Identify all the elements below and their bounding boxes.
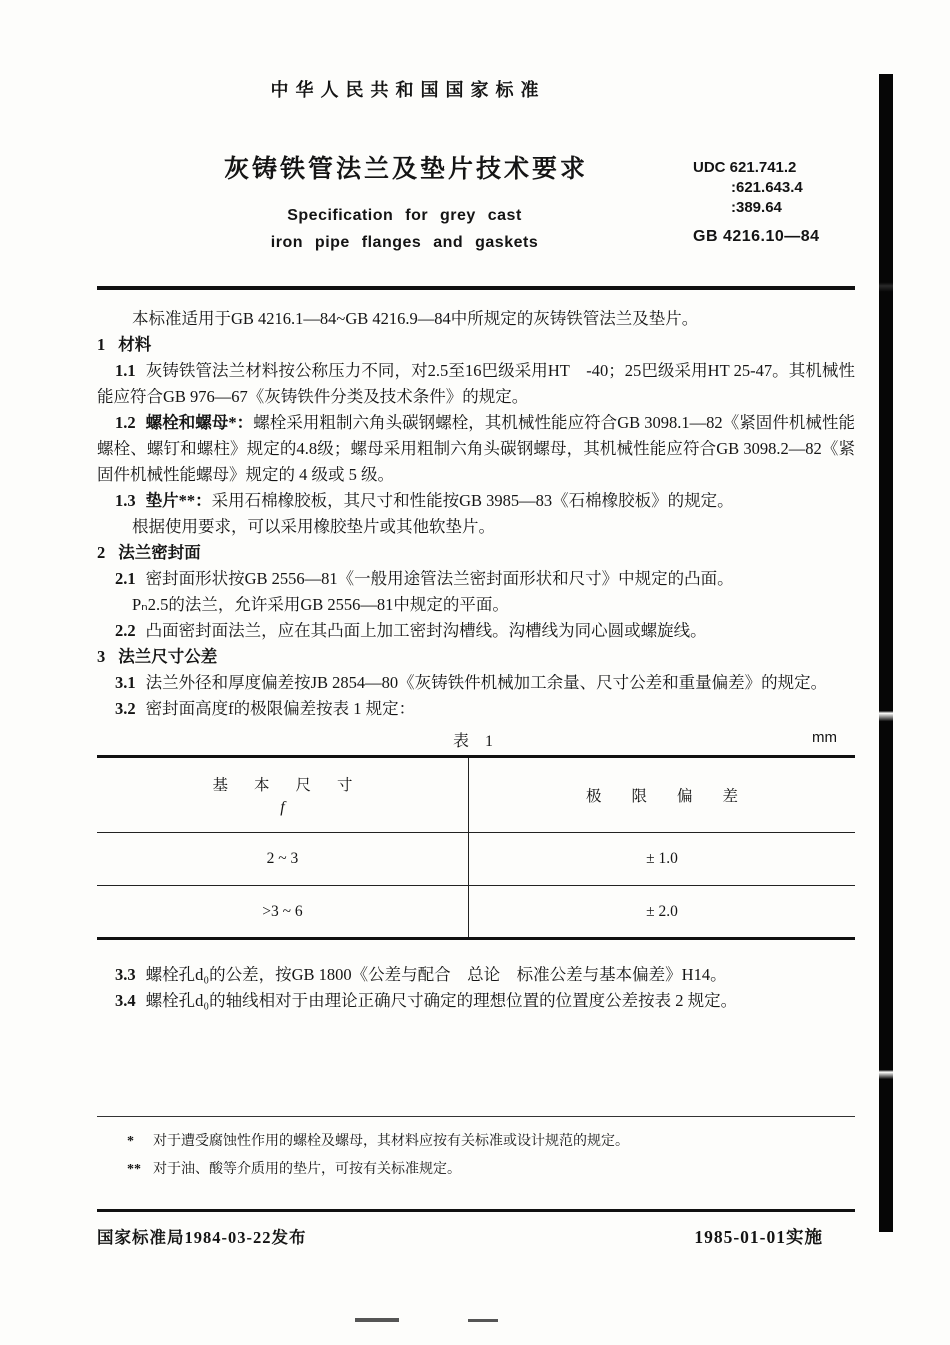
section-number: 2: [97, 543, 106, 562]
footer-implemented-date: 1985-01-01实施: [694, 1227, 823, 1247]
standard-type-label: 中华人民共和国国家标准: [270, 80, 546, 100]
clause-number: 1.1: [115, 361, 136, 380]
clause-number: 2.2: [115, 621, 136, 640]
paragraph-lead: 垫片**：: [145, 491, 212, 510]
paragraph-text: 灰铸铁管法兰材料按公称压力不同，对2.5至16巴级采用HT -40；25巴级采用HT 25-47。其机械性能应符合GB 976—67《灰铸铁件分类及技术条件》的规定。: [97, 361, 855, 406]
clause-number: 2.1: [115, 569, 136, 588]
table-caption: 表 1: [452, 733, 499, 750]
paragraph-text: 采用石棉橡胶板，其尺寸和性能按GB 3985—83《石棉橡胶板》的规定。: [211, 491, 734, 510]
table-header-symbol-f: f: [280, 799, 285, 816]
section-heading: [97, 644, 855, 670]
footer-rule: [97, 1209, 855, 1212]
footnote-text: 对于遭受腐蚀性作用的螺栓及螺母，其材料应按有关标准或设计规范的规定。: [153, 1134, 629, 1149]
table-meta: [97, 728, 855, 752]
clause-number: 1.3: [115, 491, 136, 510]
section-heading: [97, 540, 855, 566]
paragraph: [97, 962, 855, 988]
paragraph-text: 根据使用要求，可以采用橡胶垫片或其他软垫片。: [132, 517, 495, 536]
section-title: 法兰密封面: [118, 543, 201, 562]
footnote-text: 对于油、酸等介质用的垫片，可按有关标准规定。: [153, 1162, 461, 1177]
table-header-basic-size-label: 基本尺寸: [212, 777, 379, 794]
document-header: [97, 76, 855, 252]
udc-line: :621.643.4: [731, 179, 803, 196]
paragraph-text: 凸面密封面法兰，应在其凸面上加工密封沟槽线。沟槽线为同心圆或螺旋线。: [145, 621, 707, 640]
section-title: 法兰尺寸公差: [118, 647, 218, 666]
table-row: [97, 886, 855, 939]
section-number: 1: [97, 335, 106, 354]
udc-line: UDC 621.741.2: [693, 159, 797, 176]
paragraph: [97, 358, 855, 410]
tolerance-table: [97, 755, 855, 940]
footnote-rule: [97, 1116, 855, 1117]
paragraph-text: 螺栓采用粗制六角头碳钢螺栓，其机械性能应符合GB 3098.1—82《紧固件机械性能螺栓、螺钉和螺柱》规定的4.8级；螺母采用粗制六角头碳钢螺母，其机械性能应符合GB 3098.2—82《紧固件机械性能螺母》规定的 4 级或 5 级。: [97, 413, 856, 484]
clause-number: 1.2: [115, 413, 136, 432]
intro-paragraph: [97, 306, 855, 332]
paragraph: [97, 670, 855, 696]
paragraph: [97, 566, 855, 592]
footnotes: [97, 1128, 855, 1184]
paragraph-text: 螺栓孔d₀的轴线相对于由理论正确尺寸确定的理想位置的位置度公差按表 2 规定。: [145, 991, 738, 1010]
scan-edge-artifact: [879, 74, 893, 1232]
paragraph: [97, 696, 855, 722]
table-header-basic-size: [97, 757, 468, 833]
clause-number: 3.2: [115, 699, 136, 718]
paragraph-lead: 螺栓和螺母*：: [145, 413, 254, 432]
document-subtitle-en-line1: Specification for grey cast: [287, 207, 522, 224]
table-header-limit-deviation-label: 极限偏差: [585, 788, 768, 805]
body-text-after-table: [97, 962, 855, 1014]
paragraph: [97, 514, 855, 540]
table-cell-tolerance: ± 1.0: [468, 833, 855, 886]
table-row: [97, 833, 855, 886]
clause-number: 3.4: [115, 991, 136, 1010]
scan-mark: [355, 1318, 399, 1322]
footer-issued-date: 国家标准局1984-03-22发布: [97, 1228, 307, 1247]
table-cell-size: 2 ~ 3: [97, 833, 468, 886]
document-footer: [97, 1224, 855, 1249]
scan-mark: [468, 1319, 498, 1322]
paragraph-text: 螺栓孔d₀的公差，按GB 1800《公差与配合 总论 标准公差与基本偏差》H14。: [145, 965, 727, 984]
paragraph-text: 法兰外径和厚度偏差按JB 2854—80《灰铸铁件机械加工余量、尺寸公差和重量偏差》的规定。: [145, 673, 828, 692]
body-text: [97, 306, 855, 722]
udc-line: :389.64: [731, 199, 782, 216]
table-cell-size: >3 ~ 6: [97, 886, 468, 939]
section-title: 材料: [118, 335, 152, 354]
standard-code: GB 4216.10—84: [693, 228, 820, 245]
clause-number: 3.3: [115, 965, 136, 984]
paragraph: [97, 410, 855, 488]
document-title: 灰铸铁管法兰及垫片技术要求: [223, 156, 588, 183]
footnote-marker: **: [127, 1162, 141, 1177]
footnote: [127, 1156, 855, 1184]
paragraph-text: Pₙ2.5的法兰，允许采用GB 2556—81中规定的平面。: [132, 595, 509, 614]
udc-classification-block: [693, 158, 855, 247]
section-heading: [97, 332, 855, 358]
table-unit: mm: [812, 729, 837, 746]
paragraph: [97, 618, 855, 644]
table-cell-tolerance: ± 2.0: [646, 902, 678, 920]
document-subtitle-en-line2: iron pipe flanges and gaskets: [270, 234, 539, 251]
paragraph: [97, 592, 855, 618]
paragraph: [97, 988, 855, 1014]
header-rule: [97, 286, 855, 290]
paragraph-text: 密封面高度f的极限偏差按表 1 规定：: [145, 699, 416, 718]
clause-number: 3.1: [115, 673, 136, 692]
footnote-marker: *: [127, 1134, 134, 1149]
table-header-row: [97, 757, 855, 833]
paragraph-text: 密封面形状按GB 2556—81《一般用途管法兰密封面形状和尺寸》中规定的凸面。: [145, 569, 734, 588]
footnote: [127, 1128, 855, 1156]
paragraph: [97, 488, 855, 514]
paragraph-text: 本标准适用于GB 4216.1—84~GB 4216.9—84中所规定的灰铸铁管法兰及垫片。: [132, 309, 699, 328]
table-header-limit-deviation: [468, 757, 855, 833]
section-number: 3: [97, 647, 106, 666]
